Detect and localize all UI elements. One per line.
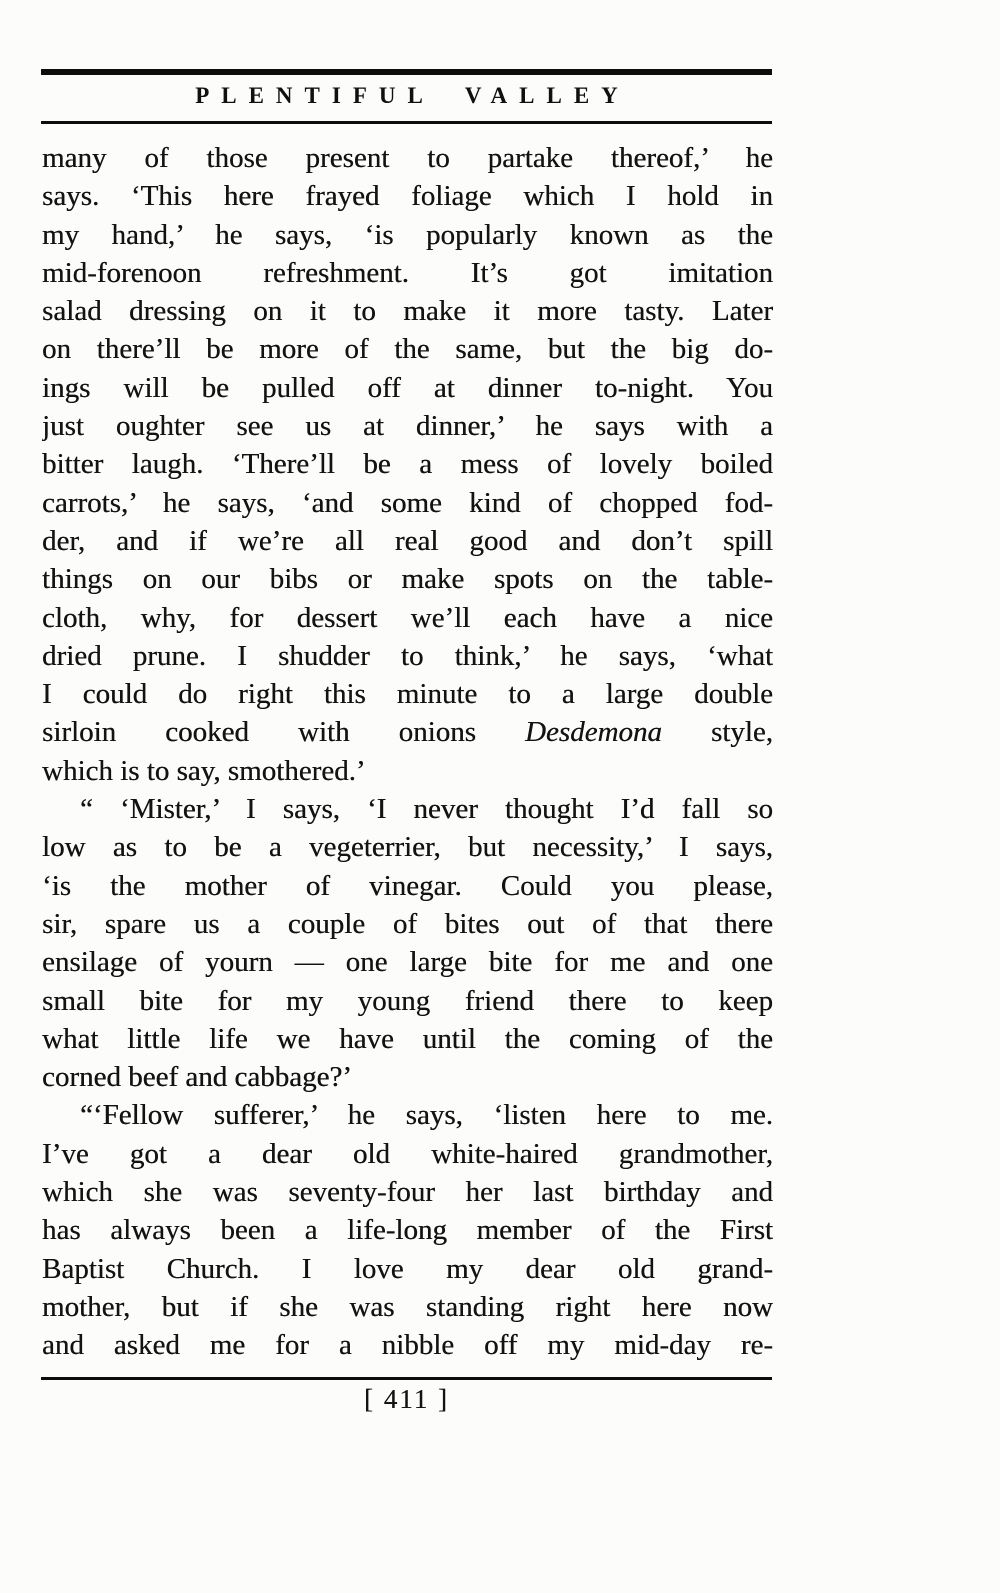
text-segment: der, and if we’re all real good and don’t spill [42,524,773,557]
text-line [42,943,773,981]
text-line [42,675,773,713]
text-segment: low as to be a vegeterrier, but necessity,’ I says, [42,831,773,864]
text-line [42,216,773,254]
text-segment: on there’ll be more of the same, but the big do- [42,333,773,366]
text-segment: sirloin cooked with onions [42,716,525,749]
text-segment: I’ve got a dear old white-haired grandmother, [42,1137,773,1170]
text-line [42,407,773,445]
text-segment: many of those present to partake thereof,’ he [42,142,773,174]
text-line [42,1135,773,1173]
text-segment: style, [661,716,773,749]
text-line [42,1096,773,1134]
text-line [42,867,773,905]
header-rule-bottom [41,121,772,124]
text-line [42,139,773,177]
text-line [42,828,773,866]
text-segment: Baptist Church. I love my dear old grand- [42,1252,773,1285]
text-segment: dried prune. I shudder to think,’ he says, ‘what [42,639,773,672]
body-text [42,139,773,1365]
text-line [42,330,773,368]
text-line [42,369,773,407]
text-line [42,1250,773,1288]
text-segment: just oughter see us at dinner,’ he says with a [42,410,773,443]
text-segment: which she was seventy-four her last birthday and [42,1176,773,1209]
running-head: PLENTIFUL VALLEY [195,83,630,108]
text-segment: bitter laugh. ‘There’ll be a mess of lovely boiled [42,448,773,481]
text-line [42,1288,773,1326]
text-segment: mother, but if she was standing right here now [42,1290,773,1323]
text-segment: ings will be pulled off at dinner to-night. You [42,371,773,404]
text-line [42,1211,773,1249]
text-line [42,752,773,790]
text-line [42,790,773,828]
text-segment: “‘Fellow sufferer,’ he says, ‘listen here to me. [80,1099,773,1132]
text-line [42,292,773,330]
text-segment: and asked me for a nibble off my mid-day re- [42,1329,773,1362]
text-segment: says. ‘This here frayed foliage which I hold in [42,180,773,213]
text-segment-italic: Desdemona [524,716,662,749]
text-line [42,1326,773,1364]
text-segment: I could do right this minute to a large double [42,678,773,711]
text-line [42,484,773,522]
footer-rule [41,1377,772,1380]
page-number: [ 411 ] [364,1384,449,1414]
text-line [42,637,773,675]
text-segment: ‘is the mother of vinegar. Could you please, [42,869,773,902]
text-line [42,560,773,598]
text-segment: “ ‘Mister,’ I says, ‘I never thought I’d fall so [80,793,773,826]
text-line [42,905,773,943]
text-line [42,522,773,560]
text-segment: things on our bibs or make spots on the table- [42,563,773,596]
text-segment: which is to say, smothered.’ [42,754,366,787]
text-segment: carrots,’ he says, ‘and some kind of chopped fod- [42,486,773,519]
text-segment: what little life we have until the coming of the [42,1022,773,1055]
text-segment: mid-forenoon refreshment. It’s got imitation [42,256,773,289]
text-segment: corned beef and cabbage?’ [42,1061,352,1094]
text-segment: sir, spare us a couple of bites out of that there [42,907,773,940]
text-line [42,445,773,483]
header-rule-top [41,69,772,75]
text-segment: has always been a life-long member of the First [42,1214,773,1247]
text-line [42,599,773,637]
text-segment: cloth, why, for dessert we’ll each have a nice [42,601,773,634]
text-segment: my hand,’ he says, ‘is popularly known as the [42,218,773,251]
text-line [42,1058,773,1096]
text-line [42,254,773,292]
text-line [42,982,773,1020]
text-line [42,713,773,751]
text-segment: ensilage of yourn — one large bite for me and one [42,946,773,979]
text-segment: salad dressing on it to make it more tasty. Later [42,295,773,328]
text-line [42,1173,773,1211]
text-line [42,177,773,215]
text-segment: small bite for my young friend there to keep [42,984,773,1017]
text-line [42,1020,773,1058]
